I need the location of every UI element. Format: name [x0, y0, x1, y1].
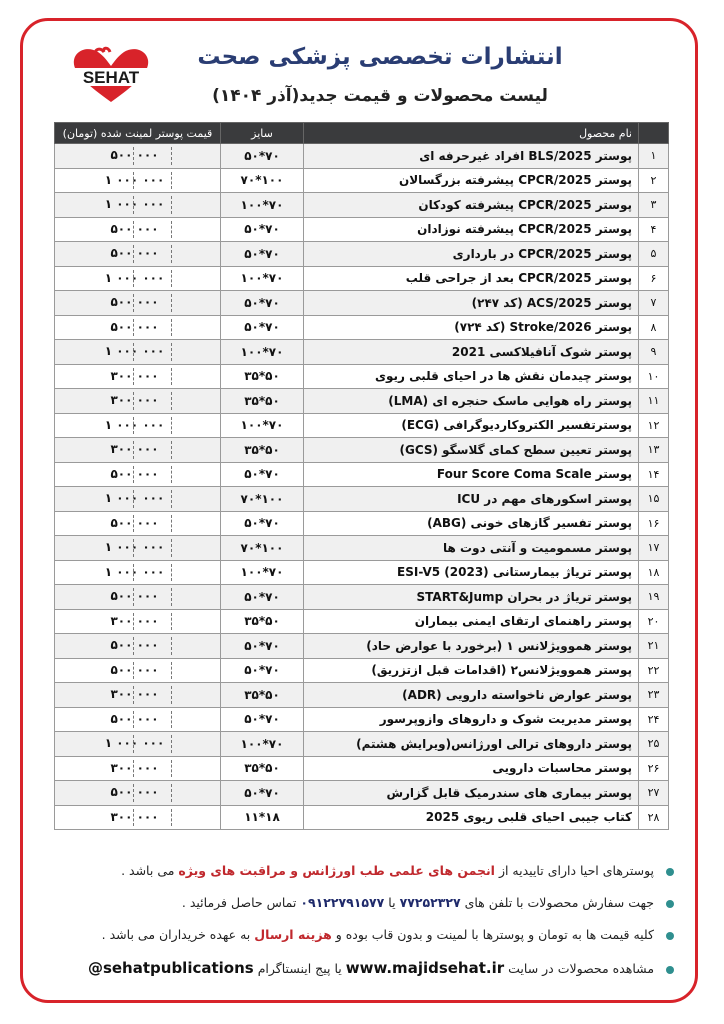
price-value: ۵۰۰ ۰۰۰: [110, 515, 159, 530]
row-number: ۲۱: [639, 634, 669, 659]
price-value: ۳۰۰ ۰۰۰: [110, 809, 159, 824]
product-name: پوستر شوک آنافیلاکسی 2021: [304, 340, 639, 365]
product-size: ۳۵*۵۰: [221, 364, 304, 389]
table-row: [55, 438, 669, 463]
table-body: [55, 144, 669, 830]
note-1-text: پوسترهای احیا دارای تاییدیه از: [498, 863, 655, 878]
note-3-text: کلیه قیمت ها به تومان و پوسترها با لمینت و بدون قاب بوده و: [335, 927, 655, 942]
row-number: ۷: [639, 291, 669, 316]
page-subtitle: لیست محصولات و قیمت جدید(آذر ۱۴۰۴): [212, 86, 548, 106]
row-number: ۴: [639, 217, 669, 242]
product-price: [55, 487, 221, 512]
page-title: انتشارات تخصصی پزشکی صحت: [197, 44, 563, 70]
product-name: پوستر CPCR/2025 بعد از جراحی قلب: [304, 266, 639, 291]
note-1: [56, 863, 674, 878]
header-price: قیمت پوستر لمینت شده (تومان): [55, 123, 221, 144]
price-value: ۳۰۰ ۰۰۰: [110, 442, 159, 456]
table-row: [55, 217, 669, 242]
product-price: [55, 609, 221, 634]
product-price: [55, 144, 221, 169]
row-number: ۲۷: [639, 781, 669, 806]
product-price: [55, 658, 221, 683]
product-name: پوستر تریاژ بیمارستانی (2023) ESI-V5: [304, 560, 639, 585]
note-2: [56, 895, 674, 910]
price-table: [54, 122, 669, 830]
row-number: ۱۸: [639, 560, 669, 585]
price-value: ۳۰۰ ۰۰۰: [110, 368, 159, 383]
product-name: کتاب جیبی احیای قلبی ریوی 2025: [304, 805, 639, 830]
price-value: ۵۰۰ ۰۰۰: [110, 221, 159, 236]
price-value: ۵۰۰ ۰۰۰: [110, 785, 159, 799]
product-size: ۵۰*۷۰: [221, 781, 304, 806]
product-price: [55, 536, 221, 561]
product-name: پوستر Stroke/2026 (کد ۷۲۴): [304, 315, 639, 340]
note-4-or: یا پیج اینستاگرام: [257, 961, 342, 976]
table-row: [55, 340, 669, 365]
product-price: [55, 217, 221, 242]
row-number: ۲۴: [639, 707, 669, 732]
product-name: پوستر CPCR/2025 پیشرفته نوزادان: [304, 217, 639, 242]
row-number: ۲۰: [639, 609, 669, 634]
row-number: ۲۸: [639, 805, 669, 830]
price-value: ۳۰۰ ۰۰۰: [110, 687, 159, 701]
price-value: ۱ ۰۰۰ ۰۰۰: [104, 344, 165, 358]
price-value: ۳۰۰ ۰۰۰: [110, 760, 159, 775]
product-name: پوستر راه هوایی ماسک حنجره ای (LMA): [304, 389, 639, 414]
phone-1[interactable]: ۷۷۲۵۲۳۲۷: [399, 895, 461, 910]
table-row: [55, 315, 669, 340]
table-header-row: [55, 123, 669, 144]
bullet-icon: [666, 868, 674, 876]
price-value: ۵۰۰ ۰۰۰: [110, 319, 159, 334]
product-price: [55, 168, 221, 193]
price-value: ۱ ۰۰۰ ۰۰۰: [104, 540, 165, 554]
price-value: ۳۰۰ ۰۰۰: [110, 613, 159, 628]
product-size: ۷۰*۱۰۰: [221, 168, 304, 193]
header-num: [639, 123, 669, 144]
bullet-icon: [666, 966, 674, 974]
note-3-highlight: هزینه ارسال: [254, 927, 332, 942]
table-row: [55, 781, 669, 806]
note-1-end: می باشد .: [121, 863, 175, 878]
row-number: ۱۷: [639, 536, 669, 561]
product-name: پوستر هموویژلانس ۱ (برخورد با عوارض حاد): [304, 634, 639, 659]
row-number: ۳: [639, 193, 669, 218]
row-number: ۲۲: [639, 658, 669, 683]
price-value: ۳۰۰ ۰۰۰: [110, 393, 159, 407]
table-row: [55, 266, 669, 291]
product-name: پوستر ACS/2025 (کد ۲۴۷): [304, 291, 639, 316]
bullet-icon: [666, 900, 674, 908]
product-size: ۵۰*۷۰: [221, 315, 304, 340]
product-price: [55, 707, 221, 732]
table-row: [55, 683, 669, 708]
product-size: ۳۵*۵۰: [221, 438, 304, 463]
header-name: نام محصول: [304, 123, 639, 144]
table-row: [55, 732, 669, 757]
price-value: ۱ ۰۰۰ ۰۰۰: [104, 417, 165, 432]
table-row: [55, 462, 669, 487]
table-row: [55, 144, 669, 169]
row-number: ۶: [639, 266, 669, 291]
table-row: [55, 585, 669, 610]
product-size: ۱۰۰*۷۰: [221, 266, 304, 291]
price-value: ۱ ۰۰۰ ۰۰۰: [104, 172, 165, 187]
price-value: ۵۰۰ ۰۰۰: [110, 711, 159, 726]
product-name: پوستر تعیین سطح کمای گلاسگو (GCS): [304, 438, 639, 463]
table-row: [55, 364, 669, 389]
row-number: ۲۶: [639, 756, 669, 781]
note-1-highlight: انجمن های علمی طب اورژانس و مراقبت های ویژه: [178, 863, 495, 878]
product-name: پوستر راهنمای ارتقای ایمنی بیماران: [304, 609, 639, 634]
product-price: [55, 805, 221, 830]
table-row: [55, 707, 669, 732]
instagram-link[interactable]: @sehatpublications: [87, 959, 254, 977]
table-row: [55, 487, 669, 512]
table-row: [55, 291, 669, 316]
table-row: [55, 413, 669, 438]
table-row: [55, 168, 669, 193]
product-price: [55, 756, 221, 781]
product-price: [55, 462, 221, 487]
product-price: [55, 266, 221, 291]
note-2-or: یا: [388, 895, 396, 910]
row-number: ۲۵: [639, 732, 669, 757]
product-price: [55, 732, 221, 757]
product-name: پوستر CPCR/2025 پیشرفته کودکان: [304, 193, 639, 218]
table-row: [55, 805, 669, 830]
product-name: پوستر مدیریت شوک و داروهای وازوپرسور: [304, 707, 639, 732]
price-value: ۱ ۰۰۰ ۰۰۰: [104, 564, 165, 579]
product-price: [55, 315, 221, 340]
bullet-icon: [666, 932, 674, 940]
product-price: [55, 438, 221, 463]
price-value: ۵۰۰ ۰۰۰: [110, 295, 159, 309]
row-number: ۲۳: [639, 683, 669, 708]
product-price: [55, 560, 221, 585]
logo-text: SEHAT: [82, 68, 140, 87]
row-number: ۱۱: [639, 389, 669, 414]
table-row: [55, 609, 669, 634]
product-size: ۳۵*۵۰: [221, 389, 304, 414]
product-name: پوستر داروهای ترالی اورژانس(ویرایش هشتم): [304, 732, 639, 757]
product-name: پوستر اسکورهای مهم در ICU: [304, 487, 639, 512]
product-size: ۱۰۰*۷۰: [221, 732, 304, 757]
price-value: ۱ ۰۰۰ ۰۰۰: [104, 197, 165, 211]
price-value: ۵۰۰ ۰۰۰: [110, 148, 159, 162]
note-3-end: به عهده خریداران می باشد .: [101, 927, 251, 942]
product-size: ۱۰۰*۷۰: [221, 560, 304, 585]
product-name: پوستر مسمومیت و آنتی دوت ها: [304, 536, 639, 561]
phone-2[interactable]: ۰۹۱۲۲۷۹۱۵۷۷: [300, 895, 385, 910]
price-value: ۵۰۰ ۰۰۰: [110, 638, 159, 652]
product-price: [55, 389, 221, 414]
row-number: ۱۲: [639, 413, 669, 438]
row-number: ۱۶: [639, 511, 669, 536]
table-row: [55, 389, 669, 414]
product-name: پوستر بیماری های سندرمیک قابل گزارش: [304, 781, 639, 806]
table-row: [55, 242, 669, 267]
product-price: [55, 413, 221, 438]
table-row: [55, 634, 669, 659]
price-value: ۱ ۰۰۰ ۰۰۰: [104, 491, 165, 505]
product-name: پوستر تریاژ در بحران START&Jump: [304, 585, 639, 610]
product-size: ۳۵*۵۰: [221, 683, 304, 708]
product-name: پوستر عوارض ناخواسته دارویی (ADR): [304, 683, 639, 708]
table-row: [55, 756, 669, 781]
row-number: ۱۴: [639, 462, 669, 487]
product-price: [55, 242, 221, 267]
row-number: ۱۳: [639, 438, 669, 463]
header-size: سایز: [221, 123, 304, 144]
table-row: [55, 193, 669, 218]
product-size: ۵۰*۷۰: [221, 511, 304, 536]
product-size: ۵۰*۷۰: [221, 658, 304, 683]
product-size: ۱۰۰*۷۰: [221, 340, 304, 365]
product-size: ۵۰*۷۰: [221, 242, 304, 267]
product-size: ۳۵*۵۰: [221, 609, 304, 634]
row-number: ۹: [639, 340, 669, 365]
product-size: ۳۵*۵۰: [221, 756, 304, 781]
product-size: ۵۰*۷۰: [221, 462, 304, 487]
price-value: ۱ ۰۰۰ ۰۰۰: [104, 270, 165, 285]
price-value: ۵۰۰ ۰۰۰: [110, 466, 159, 481]
row-number: ۱: [639, 144, 669, 169]
note-3: [56, 927, 674, 942]
product-price: [55, 193, 221, 218]
sehat-logo: [66, 44, 156, 106]
product-name: پوستر Four Score Coma Scale: [304, 462, 639, 487]
product-price: [55, 683, 221, 708]
product-name: پوستر CPCR/2025 در بارداری: [304, 242, 639, 267]
table-row: [55, 560, 669, 585]
product-name: پوستر تفسیر گازهای خونی (ABG): [304, 511, 639, 536]
product-size: ۵۰*۷۰: [221, 634, 304, 659]
product-price: [55, 364, 221, 389]
product-size: ۱۱*۱۸: [221, 805, 304, 830]
note-2-text: جهت سفارش محصولات با تلفن های: [464, 895, 655, 910]
product-name: پوستر CPCR/2025 پیشرفته بزرگسالان: [304, 168, 639, 193]
product-size: ۵۰*۷۰: [221, 291, 304, 316]
row-number: ۵: [639, 242, 669, 267]
product-size: ۱۰۰*۷۰: [221, 193, 304, 218]
row-number: ۱۹: [639, 585, 669, 610]
product-name: پوستر هموویژلانس۲ (اقدامات قبل ازتزریق): [304, 658, 639, 683]
product-price: [55, 585, 221, 610]
table-row: [55, 658, 669, 683]
note-4: [56, 959, 674, 977]
row-number: ۱۵: [639, 487, 669, 512]
product-name: پوستر چیدمان نقش ها در احیای قلبی ریوی: [304, 364, 639, 389]
website-link[interactable]: www.majidsehat.ir: [345, 959, 505, 977]
product-price: [55, 291, 221, 316]
product-size: ۵۰*۷۰: [221, 707, 304, 732]
price-value: ۵۰۰ ۰۰۰: [110, 246, 159, 260]
row-number: ۲: [639, 168, 669, 193]
product-price: [55, 634, 221, 659]
price-value: ۵۰۰ ۰۰۰: [110, 589, 159, 603]
note-4-text: مشاهده محصولات در سایت: [508, 961, 655, 976]
row-number: ۱۰: [639, 364, 669, 389]
product-price: [55, 340, 221, 365]
product-name: پوسترتفسیر الکتروکاردیوگرافی (ECG): [304, 413, 639, 438]
product-size: ۷۰*۱۰۰: [221, 487, 304, 512]
product-size: ۷۰*۱۰۰: [221, 536, 304, 561]
product-size: ۱۰۰*۷۰: [221, 413, 304, 438]
table-row: [55, 511, 669, 536]
product-name: پوستر BLS/2025 افراد غیرحرفه ای: [304, 144, 639, 169]
product-name: پوستر محاسبات دارویی: [304, 756, 639, 781]
product-size: ۵۰*۷۰: [221, 585, 304, 610]
price-value: ۱ ۰۰۰ ۰۰۰: [104, 736, 165, 750]
table-row: [55, 536, 669, 561]
product-price: [55, 781, 221, 806]
product-size: ۵۰*۷۰: [221, 144, 304, 169]
note-2-end: تماس حاصل فرمائید .: [181, 895, 297, 910]
product-price: [55, 511, 221, 536]
price-value: ۵۰۰ ۰۰۰: [110, 662, 159, 677]
product-size: ۵۰*۷۰: [221, 217, 304, 242]
row-number: ۸: [639, 315, 669, 340]
